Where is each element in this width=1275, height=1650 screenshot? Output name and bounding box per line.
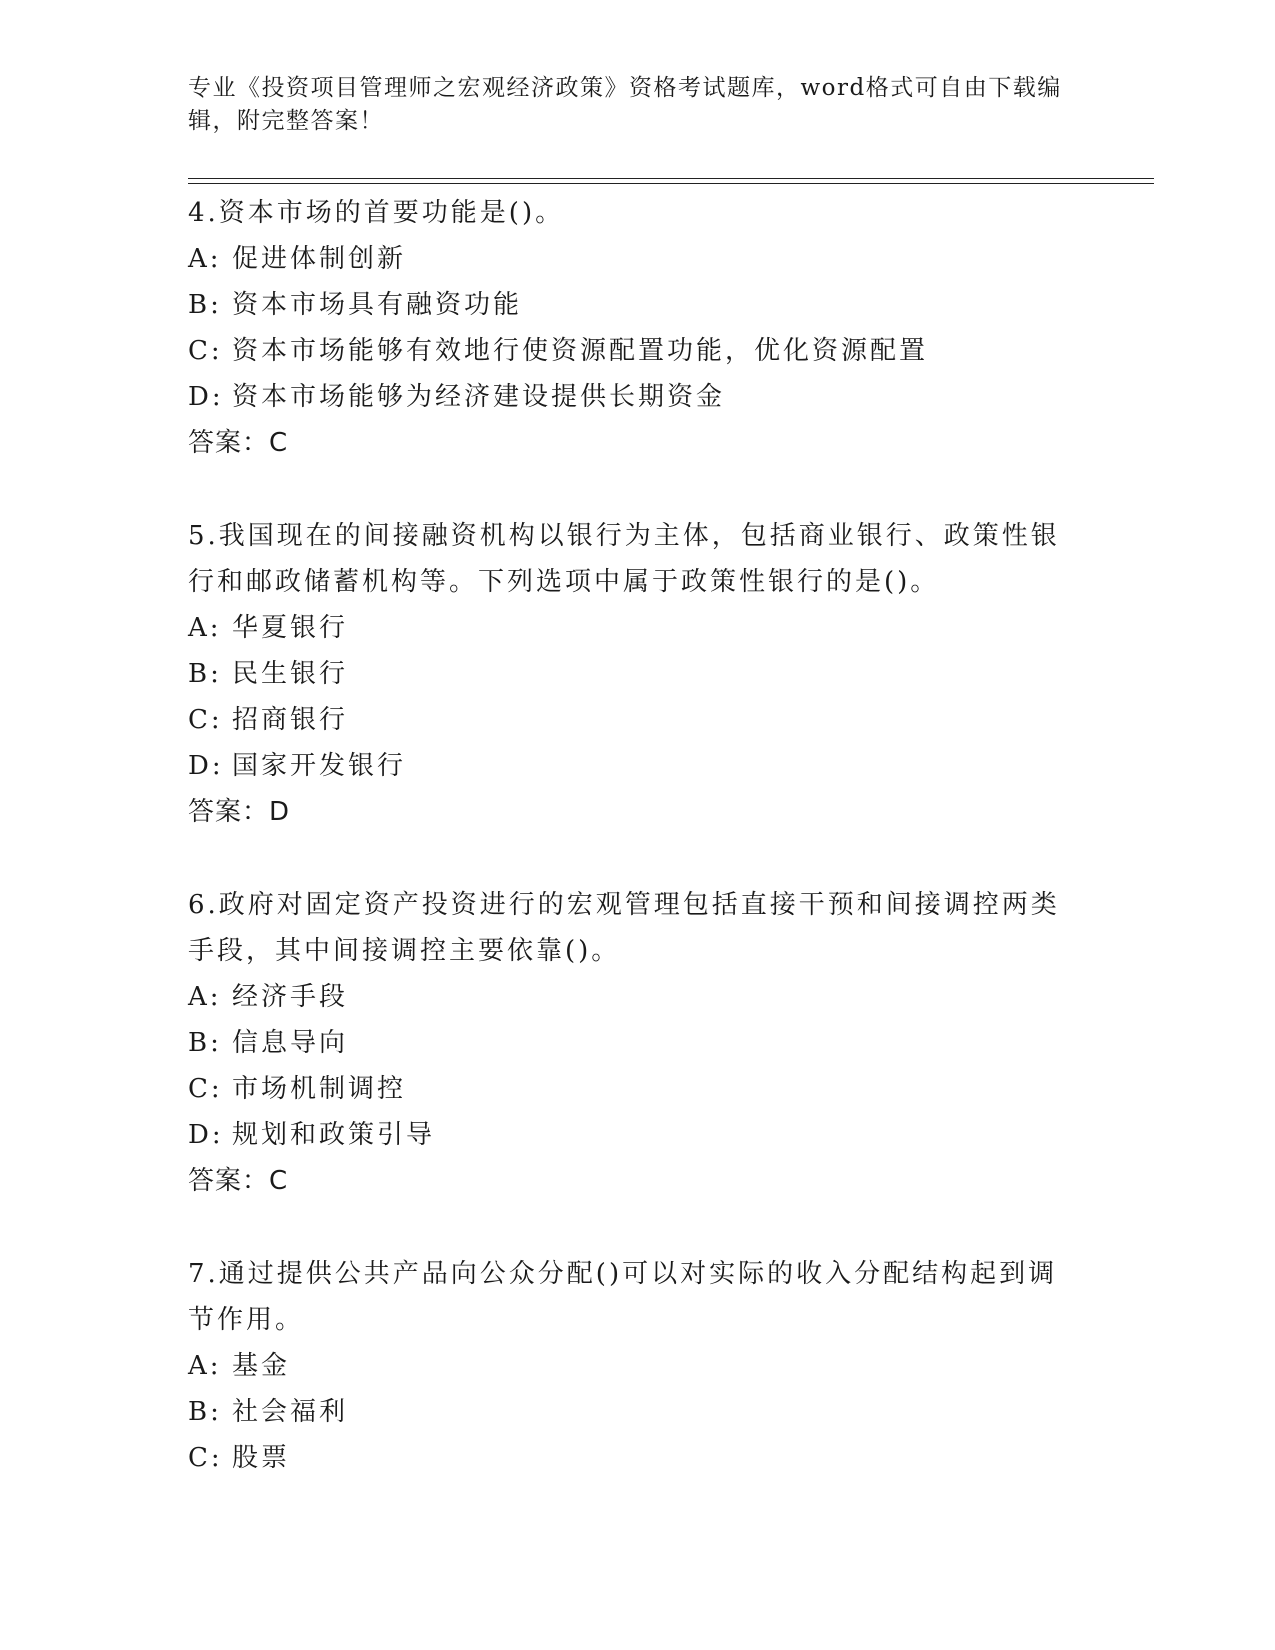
option-b	[188, 1389, 1088, 1435]
answer-label: 答案：D	[188, 797, 291, 827]
stem-line: 节作用。	[188, 1305, 305, 1335]
option-key: C:	[188, 336, 223, 366]
option-text: 民生银行	[232, 659, 349, 689]
option-text: 促进体制创新	[232, 244, 407, 274]
option-key: C:	[188, 1074, 223, 1104]
stem-line: 7.通过提供公共产品向公众分配()可以对实际的收入分配结构起到调	[188, 1259, 1058, 1289]
option-text: 社会福利	[232, 1397, 349, 1427]
option-key: B:	[188, 659, 222, 689]
stem-line: 5.我国现在的间接融资机构以银行为主体，包括商业银行、政策性银	[188, 521, 1060, 551]
option-c	[188, 1066, 1088, 1112]
option-key: B:	[188, 1028, 222, 1058]
stem-line: 手段，其中间接调控主要依靠()。	[188, 936, 621, 966]
option-text: 规划和政策引导	[232, 1120, 436, 1150]
question-stem	[188, 882, 1088, 974]
header-divider-top	[188, 178, 1154, 179]
option-text: 资本市场能够有效地行使资源配置功能，优化资源配置	[232, 336, 929, 366]
question-stem	[188, 513, 1088, 605]
option-text: 市场机制调控	[232, 1074, 407, 1104]
option-c	[188, 328, 1088, 374]
option-a	[188, 605, 1088, 651]
option-text: 国家开发银行	[232, 751, 407, 781]
option-key: A:	[188, 1351, 222, 1381]
header-divider-bottom	[188, 183, 1154, 184]
answer-label: 答案：C	[188, 428, 289, 458]
answer-label: 答案：C	[188, 1166, 289, 1196]
option-a	[188, 1343, 1088, 1389]
option-key: A:	[188, 982, 222, 1012]
question-stem	[188, 190, 1088, 236]
option-text: 基金	[232, 1351, 291, 1381]
stem-line: 4.资本市场的首要功能是()。	[188, 198, 565, 228]
option-a	[188, 236, 1088, 282]
option-key: C:	[188, 705, 223, 735]
question-6	[188, 882, 1088, 1204]
option-b	[188, 1020, 1088, 1066]
option-d	[188, 1112, 1088, 1158]
option-c	[188, 1435, 1088, 1481]
option-d	[188, 374, 1088, 420]
option-c	[188, 697, 1088, 743]
header-line-1: 专业《投资项目管理师之宏观经济政策》资格考试题库，word格式可自由下载编	[188, 75, 1062, 101]
question-4	[188, 190, 1088, 466]
option-key: A:	[188, 613, 222, 643]
option-a	[188, 974, 1088, 1020]
option-key: C:	[188, 1443, 223, 1473]
option-key: A:	[188, 244, 222, 274]
question-list	[188, 190, 1088, 1528]
question-7	[188, 1251, 1088, 1481]
option-b	[188, 651, 1088, 697]
option-text: 资本市场具有融资功能	[232, 290, 523, 320]
option-text: 华夏银行	[232, 613, 349, 643]
option-text: 信息导向	[232, 1028, 349, 1058]
option-key: D:	[188, 1120, 224, 1150]
option-key: B:	[188, 1397, 222, 1427]
option-key: D:	[188, 382, 224, 412]
question-5	[188, 513, 1088, 835]
option-text: 招商银行	[232, 705, 349, 735]
option-key: B:	[188, 290, 222, 320]
option-text: 经济手段	[232, 982, 349, 1012]
document-header	[188, 72, 1068, 138]
question-stem	[188, 1251, 1088, 1343]
option-d	[188, 743, 1088, 789]
option-b	[188, 282, 1088, 328]
stem-line: 行和邮政储蓄机构等。下列选项中属于政策性银行的是()。	[188, 567, 940, 597]
option-key: D:	[188, 751, 224, 781]
option-text: 资本市场能够为经济建设提供长期资金	[232, 382, 726, 412]
header-line-2: 辑，附完整答案！	[188, 108, 384, 134]
stem-line: 6.政府对固定资产投资进行的宏观管理包括直接干预和间接调控两类	[188, 890, 1060, 920]
option-text: 股票	[232, 1443, 291, 1473]
